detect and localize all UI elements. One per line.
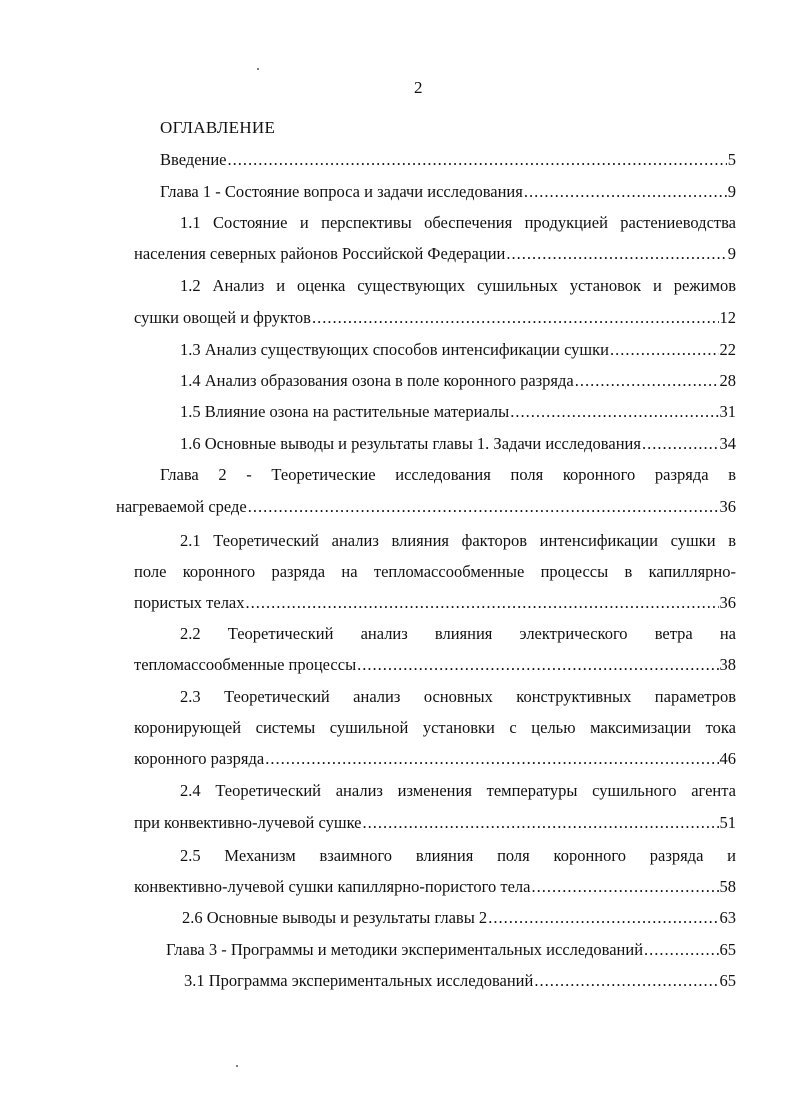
leader-dots: [312, 307, 719, 329]
toc-entry-page: 65: [719, 971, 736, 990]
toc-entry-title: 1.3 Анализ существующих способов интенсификации сушки: [180, 340, 609, 359]
toc-entry-page: 58: [719, 877, 736, 896]
toc-entry-title: Глава 1 - Состояние вопроса и задачи исследования: [160, 182, 523, 201]
toc-entry-title: Глава 3 - Программы и методики экспериментальных исследований: [166, 940, 644, 959]
scan-speck: [257, 68, 259, 70]
toc-entry-title: 1.5 Влияние озона на растительные материалы: [180, 402, 510, 421]
toc-entry-1-3: [180, 339, 736, 361]
leader-dots: [506, 243, 726, 265]
leader-dots: [488, 907, 718, 929]
toc-entry-title: коронного разряда: [134, 749, 265, 768]
toc-entry-2-5: [134, 876, 736, 898]
leader-dots: [575, 370, 719, 392]
toc-entry-page: 9: [727, 182, 736, 201]
toc-entry-page: 46: [719, 749, 736, 768]
toc-entry-title: конвективно-лучевой сушки капиллярно-пористого тела: [134, 877, 531, 896]
toc-entry-title: 2.6 Основные выводы и результаты главы 2: [182, 908, 488, 927]
toc-entry-page: 63: [719, 908, 736, 927]
toc-entry-page: 36: [719, 593, 736, 612]
toc-entry-2-3: [134, 748, 736, 770]
toc-entry-2-1: [134, 592, 736, 614]
toc-entry-page: 65: [719, 940, 736, 959]
toc-entry-2-3-line2: коронирующей системы сушильной установки с целью максимизации тока: [134, 718, 736, 737]
toc-entry-title: при конвективно-лучевой сушке: [134, 813, 362, 832]
toc-entry-title: нагреваемой среде: [116, 497, 247, 516]
toc-entry-title: пористых телах: [134, 593, 245, 612]
page-number: 2: [414, 78, 423, 97]
toc-entry-1-2-line1: 1.2 Анализ и оценка существующих сушильных установок и режимов: [180, 276, 736, 295]
leader-dots: [228, 149, 727, 171]
toc-entry-1-5: [180, 401, 736, 423]
leader-dots: [246, 592, 719, 614]
toc-entry-chapter-3: [166, 939, 736, 961]
toc-entry-page: 22: [719, 340, 736, 359]
toc-entry-page: 28: [719, 371, 736, 390]
toc-entry-page: 31: [719, 402, 736, 421]
toc-entry-title: населения северных районов Российской Федерации: [134, 244, 506, 263]
toc-entry-2-1-line2: поле коронного разряда на тепломассообменные процессы в капиллярно-: [134, 562, 736, 581]
toc-entry-title: Введение: [160, 150, 227, 169]
toc-entry-1-4: [180, 370, 736, 392]
toc-entry-2-2-line1: 2.2 Теоретический анализ влияния электрического ветра на: [180, 624, 736, 643]
leader-dots: [357, 654, 718, 676]
toc-entry-chapter-2-line1: Глава 2 - Теоретические исследования поля коронного разряда в: [160, 465, 736, 484]
toc-entry-page: 38: [719, 655, 736, 674]
toc-entry-2-6: [182, 907, 736, 929]
toc-entry-2-4-line1: 2.4 Теоретический анализ изменения температуры сушильного агента: [180, 781, 736, 800]
toc-entry-title: тепломассообменные процессы: [134, 655, 357, 674]
toc-entry-2-5-line1: 2.5 Механизм взаимного влияния поля коронного разряда и: [180, 846, 736, 865]
toc-entry-chapter-1: [160, 181, 736, 203]
toc-entry-page: 12: [719, 308, 736, 327]
toc-entry-2-4: [134, 812, 736, 834]
leader-dots: [248, 496, 719, 518]
toc-entry-title: 1.4 Анализ образования озона в поле коронного разряда: [180, 371, 574, 390]
toc-entry-page: 9: [727, 244, 736, 263]
toc-entry-title: сушки овощей и фруктов: [134, 308, 311, 327]
leader-dots: [265, 748, 718, 770]
toc-entry-introduction: [160, 149, 736, 171]
toc-entry-2-3-line1: 2.3 Теоретический анализ основных конструктивных параметров: [180, 687, 736, 706]
toc-entry-1-6: [180, 433, 736, 455]
leader-dots: [610, 339, 719, 361]
toc-entry-chapter-2: [116, 496, 736, 518]
scan-speck: [236, 1065, 238, 1067]
toc-heading: ОГЛАВЛЕНИЕ: [160, 118, 276, 137]
leader-dots: [531, 876, 718, 898]
leader-dots: [642, 433, 719, 455]
toc-entry-2-1-line1: 2.1 Теоретический анализ влияния факторов интенсификации сушки в: [180, 531, 736, 550]
leader-dots: [644, 939, 718, 961]
toc-entry-1-2: [134, 307, 736, 329]
toc-entry-3-1: [184, 970, 736, 992]
toc-entry-page: 51: [719, 813, 736, 832]
toc-entry-page: 36: [719, 497, 736, 516]
leader-dots: [363, 812, 719, 834]
toc-entry-page: 34: [719, 434, 736, 453]
leader-dots: [534, 970, 718, 992]
toc-entry-page: 5: [727, 150, 736, 169]
leader-dots: [524, 181, 727, 203]
toc-entry-title: 3.1 Программа экспериментальных исследований: [184, 971, 534, 990]
toc-entry-1-1-line1: 1.1 Состояние и перспективы обеспечения продукцией растениеводства: [180, 213, 736, 232]
toc-entry-2-2: [134, 654, 736, 676]
leader-dots: [510, 401, 718, 423]
toc-entry-1-1: [134, 243, 736, 265]
toc-entry-title: 1.6 Основные выводы и результаты главы 1. Задачи исследования: [180, 434, 641, 453]
